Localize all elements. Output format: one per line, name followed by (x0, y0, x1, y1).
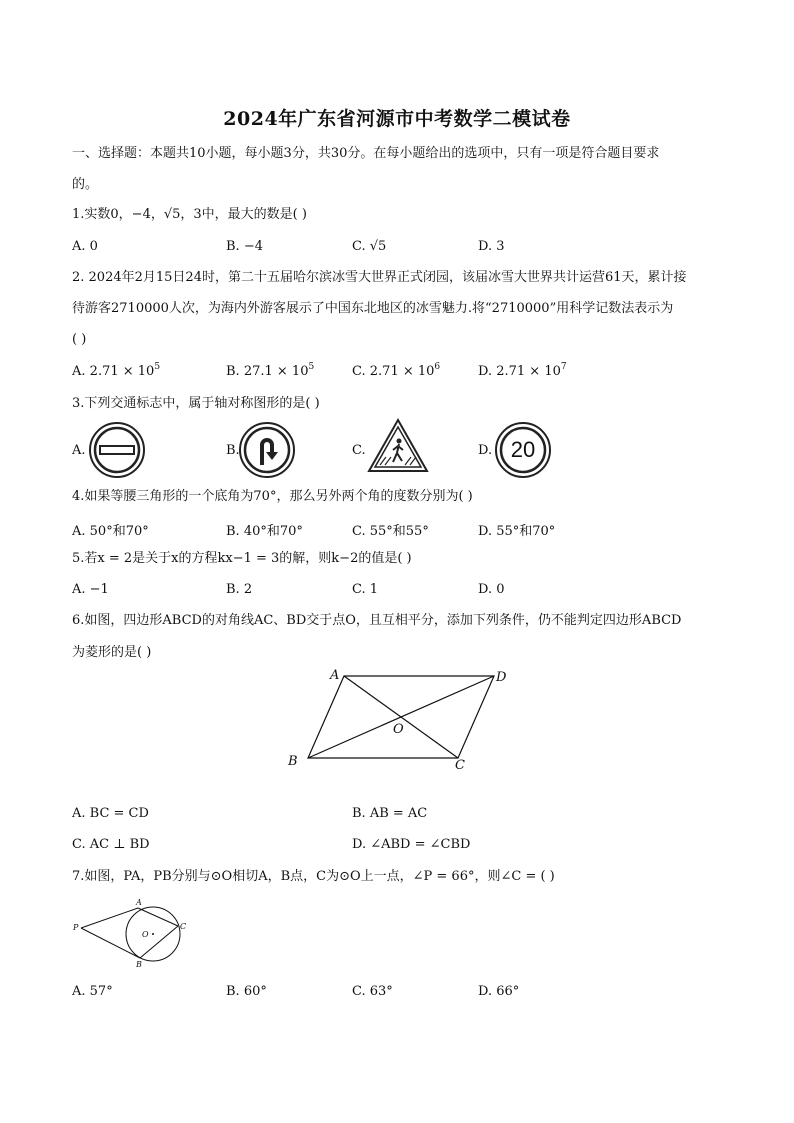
question-7-stem: 7.如图，PA，PB分别与⊙O相切A，B点，C为⊙O上一点，∠P = 66°，则∠C = ( ) (72, 869, 555, 884)
parallelogram-figure (280, 666, 520, 778)
point-label-o: O (142, 930, 149, 939)
q3-option-d-label[interactable]: D. (478, 443, 493, 458)
q6-option-b[interactable]: B. AB = AC (352, 806, 428, 821)
page-title: 2024年广东省河源市中考数学二模试卷 (223, 108, 571, 130)
section-header-line2: 的。 (72, 177, 99, 192)
q5-option-d[interactable]: D. 0 (478, 582, 505, 597)
q1-option-b[interactable]: B. −4 (226, 239, 263, 254)
q1-option-d[interactable]: D. 3 (478, 239, 505, 254)
q5-option-c[interactable]: C. 1 (352, 582, 379, 597)
option-exponent: 5 (308, 362, 315, 372)
question-5-stem: 5.若x = 2是关于x的方程kx−1 = 3的解，则k−2的值是( ) (72, 551, 412, 566)
q7-option-d[interactable]: D. 66° (478, 984, 520, 999)
vertex-label-c: C (455, 758, 465, 773)
pedestrian-crossing-sign-icon[interactable] (366, 417, 430, 475)
q5-option-a[interactable]: A. −1 (72, 582, 109, 597)
center-label-o: O (393, 722, 404, 737)
question-2-stem-line3: ( ) (72, 332, 87, 347)
option-base: 2.71 × 10 (496, 364, 561, 379)
question-2-stem-line2: 待游客2710000人次，为海内外游客展示了中国东北地区的冰雪魅力.将“2710000”用科学记数法表示为 (72, 301, 674, 316)
question-6-stem-line2: 为菱形的是( ) (72, 645, 152, 660)
question-2-stem-line1: 2. 2024年2月15日24时，第二十五届哈尔滨冰雪大世界正式闭园，该届冰雪大世界共计运营61天，累计接 (72, 270, 687, 285)
q2-option-c[interactable] (352, 364, 440, 379)
q4-option-a[interactable]: A. 50°和70° (72, 524, 149, 539)
q7-option-b[interactable]: B. 60° (226, 984, 267, 999)
option-base: 27.1 × 10 (243, 364, 309, 379)
option-base: 2.71 × 10 (89, 364, 155, 379)
point-label-a: A (136, 898, 142, 907)
q6-option-c[interactable]: C. AC ⊥ BD (72, 837, 150, 852)
point-label-c: C (180, 922, 187, 931)
q4-option-d[interactable]: D. 55°和70° (478, 524, 556, 539)
question-6-stem-line1: 6.如图，四边形ABCD的对角线AC、BD交于点O，且互相平分，添加下列条件，仍不能判定四边形ABCD (72, 613, 682, 628)
option-exponent: 7 (560, 362, 567, 372)
option-label: B. (226, 364, 240, 379)
option-exponent: 6 (434, 362, 441, 372)
q6-option-d[interactable]: D. ∠ABD = ∠CBD (352, 837, 471, 852)
speed-limit-sign-icon[interactable] (494, 421, 552, 479)
question-1-stem: 1.实数0，−4，√5，3中，最大的数是( ) (72, 207, 307, 222)
q7-option-c[interactable]: C. 63° (352, 984, 393, 999)
option-label: A. (72, 364, 86, 379)
vertex-label-d: D (496, 670, 507, 685)
q2-option-d[interactable] (478, 364, 567, 379)
q3-option-b-label[interactable]: B. (226, 443, 240, 458)
q4-option-c[interactable]: C. 55°和55° (352, 524, 429, 539)
point-label-p: P (73, 923, 79, 932)
point-label-b: B (136, 960, 142, 969)
section-header-line1: 一、选择题：本题共10小题，每小题3分，共30分。在每小题给出的选项中，只有一项是符合题目要求 (72, 146, 660, 161)
question-4-stem: 4.如果等腰三角形的一个底角为70°，那么另外两个角的度数分别为( ) (72, 489, 473, 504)
vertex-label-a: A (330, 668, 340, 683)
tangent-circle-figure (70, 896, 194, 974)
q3-option-c-label[interactable]: C. (352, 443, 366, 458)
speed-limit-value: 20 (510, 437, 536, 462)
q2-option-a[interactable] (72, 364, 160, 379)
vertex-label-b: B (288, 754, 298, 769)
q3-option-a-label[interactable]: A. (72, 443, 86, 458)
q7-option-a[interactable]: A. 57° (72, 984, 113, 999)
no-u-turn-sign-icon[interactable] (238, 421, 296, 479)
option-base: 2.71 × 10 (369, 364, 435, 379)
q6-option-a[interactable]: A. BC = CD (72, 806, 149, 821)
option-label: D. (478, 364, 493, 379)
q2-option-b[interactable] (226, 364, 314, 379)
q4-option-b[interactable]: B. 40°和70° (226, 524, 303, 539)
question-3-stem: 3.下列交通标志中，属于轴对称图形的是( ) (72, 396, 320, 411)
q5-option-b[interactable]: B. 2 (226, 582, 253, 597)
no-entry-sign-icon[interactable] (88, 421, 146, 479)
q1-option-a[interactable]: A. 0 (72, 239, 98, 254)
option-exponent: 5 (154, 362, 161, 372)
option-label: C. (352, 364, 366, 379)
q1-option-c[interactable]: C. √5 (352, 239, 387, 254)
